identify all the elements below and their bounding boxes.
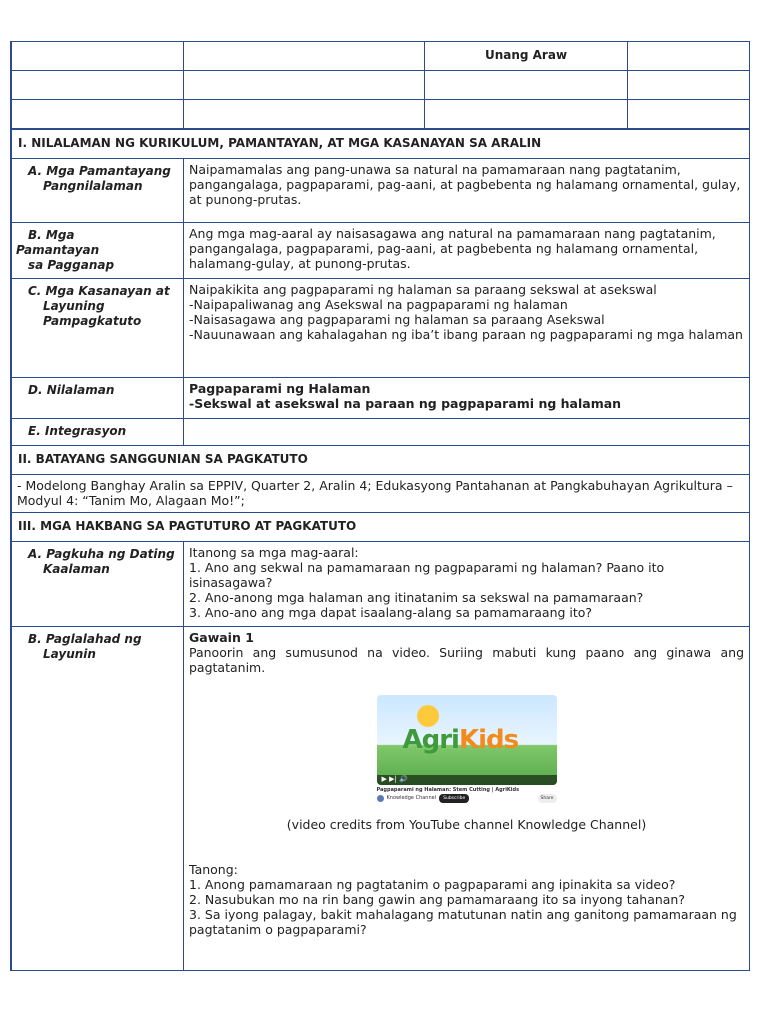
video-thumbnail[interactable] [377, 695, 557, 803]
section-1-heading: I. NILALAMAN NG KURIKULUM, PAMANTAYAN, AT MGA KASANAYAN SA ARALIN [12, 130, 750, 159]
video-meta [377, 785, 557, 803]
pamantayang-pangnilalaman-text: Naipamamalas ang pang-unawa sa natural na pamamaraan nang pagtatanim, pangangalaga, pagpaparami, pag-aani, at pagbebenta ng halamang ornamental, gulay, at punong-prutas. [184, 159, 750, 223]
content-table [11, 129, 750, 971]
header-cell [184, 42, 425, 71]
share-button[interactable]: Share [538, 794, 557, 803]
header-cell [628, 42, 750, 71]
video-controls [377, 775, 557, 785]
header-cell [12, 42, 184, 71]
pamantayan-sa-pagganap-text: Ang mga mag-aaral ay naisasagawa ang natural na pamamaraan nang pagtatanim, pangangalaga, pagpaparami, pag-aani, at pagbebenta ng halamang ornamental, halamang-gulay, at punong-prutas. [184, 223, 750, 279]
kasanayan-text: Naipakikita ang pagpaparami ng halaman sa paraang sekswal at asekswal -Naipapaliwanag ang Asekswal na pagpaparami ng halaman -Naisasagawa ang pagpaparami ng halaman sa paraang Asekswal -Nauunawaan ang kahalagahan ng iba’t ibang paraan ng pagpaparami ng mga halaman [184, 279, 750, 378]
header-grid [11, 41, 750, 129]
dating-kaalaman-text: Itanong sa mga mag-aaral: 1. Ano ang sekwal na pamamaraan ng pagpaparami ng halaman? Paano ito isinasagawa? 2. Ano-anong mga halaman ang itinatanim sa sekswal na pamamaraan? 3. Ano-ano ang mga dapat isaalang-alang sa pamamaraang ito? [184, 542, 750, 627]
row-label-nilalaman: D. Nilalaman [12, 378, 184, 419]
row-label-dating-kaalaman: A. Pagkuha ng Dating Kaalaman [12, 542, 184, 627]
video-frame[interactable] [377, 695, 557, 785]
integrasyon-text [184, 419, 750, 446]
nilalaman-text: Pagpaparami ng Halaman -Sekswal at asekswal na paraan ng pagpaparami ng halaman [184, 378, 750, 419]
sun-icon [417, 705, 439, 727]
video-credits: (video credits from YouTube channel Knowledge Channel) [286, 817, 647, 832]
gawain-title: Gawain 1 [189, 630, 254, 645]
row-label-pamantayang-pangnilalaman: A. Mga Pamantayang Pangnilalaman [12, 159, 184, 223]
row-label-integrasyon: E. Integrasyon [12, 419, 184, 446]
day-label: Unang Araw [425, 42, 628, 71]
row-label-pamantayan-sa-pagganap: B. Mga Pamantayan sa Pagganap [12, 223, 184, 279]
video-title: Pagpaparami ng Halaman: Stem Cutting | AgriKids [376, 787, 520, 793]
lesson-plan-document [10, 41, 750, 971]
agrikids-logo: AgriKids [402, 725, 519, 755]
section-2-heading: II. BATAYANG SANGGUNIAN SA PAGKATUTO [12, 446, 750, 475]
channel-name: Knowledge Channel [386, 795, 437, 801]
row-label-paglalahad: B. Paglalahad ng Layunin [12, 627, 184, 971]
play-icon[interactable]: ▶ ▶| 🔊 [381, 775, 408, 783]
row-label-kasanayan: C. Mga Kasanayan at Layuning Pampagkatuto [12, 279, 184, 378]
paglalahad-text: Gawain 1 Panoorin ang sumusunod na video. Suriing mabuti kung paano ang ginawa ang pagtatanim. AgriKids ▶ ▶| 🔊 Pagpaparami ng Halaman: Stem Cutting | AgriKids Knowledge Channel Subscribe Share (video credits from YouTube channel Knowledge Channel) Tanong: 1. Anong pamamaraan ng pagtatanim o pagpaparami ang ipinakita sa video? 2. Nasubukan mo na rin bang gawin ang pamamaraang ito sa inyong tahanan? 3. Sa iyong palagay, bakit mahalagang matutunan natin ang ganitong pamamaraan ng pagtatanim o pagpaparami? [184, 627, 750, 971]
section-3-heading: III. MGA HAKBANG SA PAGTUTURO AT PAGKATUTO [12, 513, 750, 542]
subscribe-button[interactable]: Subscribe [439, 794, 469, 803]
sanggunian-text: - Modelong Banghay Aralin sa EPPIV, Quarter 2, Aralin 4; Edukasyong Pantahanan at Pangkabuhayan Agrikultura – Modyul 4: “Tanim Mo, Alagaan Mo!”; [12, 475, 750, 513]
channel-avatar [377, 795, 384, 802]
